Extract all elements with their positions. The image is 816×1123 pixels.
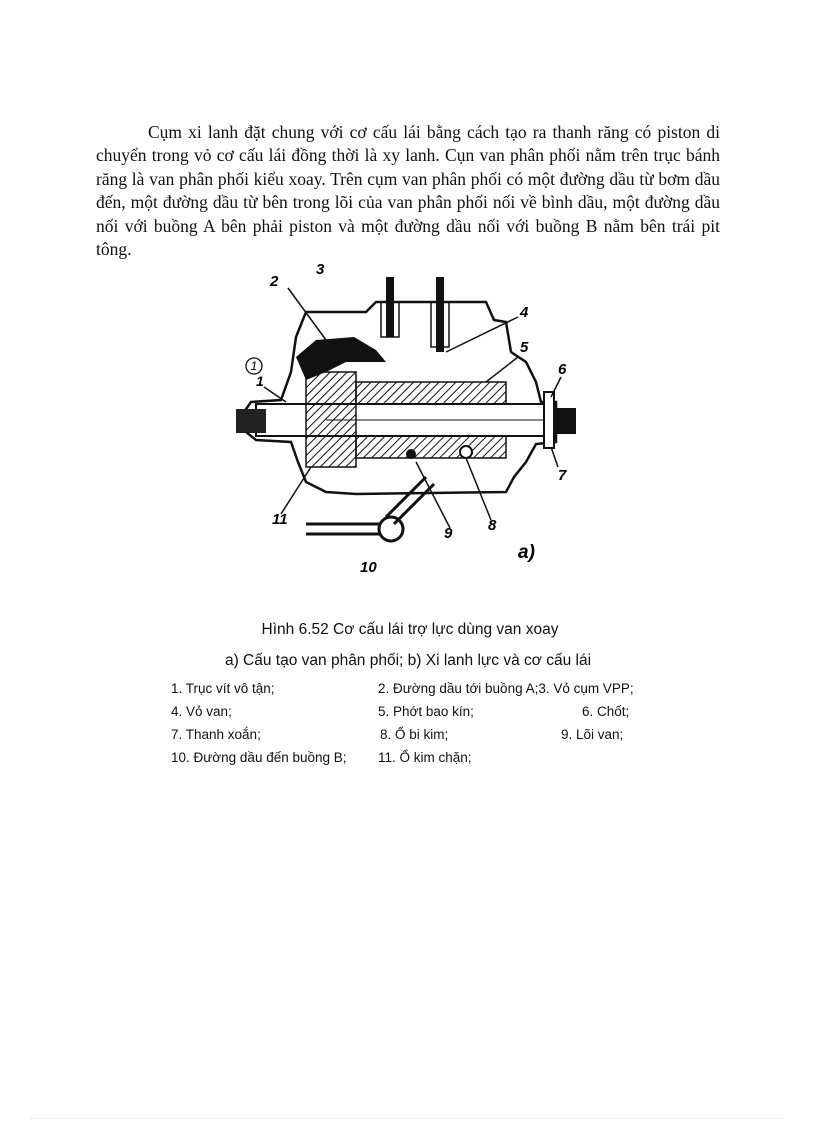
legend-row <box>171 727 691 750</box>
label-8: 8 <box>488 517 497 534</box>
label-1-circled: 1 <box>250 359 258 373</box>
legend-item-5: 5. Phớt bao kín; <box>378 704 474 719</box>
valve-drawing <box>236 262 576 582</box>
figure-legend <box>171 681 691 773</box>
legend-row <box>171 704 691 727</box>
label-3: 3 <box>316 262 325 278</box>
legend-item-2-3: 2. Đường dầu tới buồng A;3. Vỏ cụm VPP; <box>378 681 634 696</box>
legend-row <box>171 750 691 773</box>
legend-item-8: 8. Ổ bi kim; <box>380 727 449 742</box>
page-bottom-divider <box>30 1118 786 1119</box>
legend-item-9: 9. Lõi van; <box>561 727 624 742</box>
legend-item-6: 6. Chốt; <box>582 704 630 719</box>
label-9: 9 <box>444 525 453 542</box>
label-7: 7 <box>558 467 567 484</box>
valve-cross-section-figure <box>236 262 576 582</box>
legend-item-4: 4. Vỏ van; <box>171 704 232 719</box>
legend-row <box>171 681 691 704</box>
label-4: 4 <box>520 304 529 321</box>
subfigure-label-a: a) <box>518 542 535 563</box>
body-paragraph: Cụm xi lanh đặt chung với cơ cấu lái bằng cách tạo ra thanh răng có piston di chuyển trong vỏ cơ cấu lái đồng thời là xy lanh. Cụn van phân phối nằm trên trục bánh răng là van phân phối kiểu xoay. Trên cụm van phân phối có một đường dầu từ bơm dầu đến, một đường dầu từ bên trong lõi của van phân phối nối về bình dầu, một đường dầu nối với buồng A bên phải piston và một đường dầu nối với buồng B nằm bên trái pit tông. <box>96 121 720 259</box>
figure-caption-title: Hình 6.52 Cơ cấu lái trợ lực dùng van xoay <box>261 621 559 638</box>
label-2: 2 <box>270 273 279 290</box>
label-10: 10 <box>360 559 377 576</box>
legend-item-11: 11. Ổ kim chặn; <box>378 750 472 765</box>
legend-item-7: 7. Thanh xoắn; <box>171 727 261 742</box>
legend-item-10: 10. Đường dầu đến buồng B; <box>171 750 347 765</box>
label-5: 5 <box>520 339 529 356</box>
label-1: 1 <box>256 373 264 389</box>
figure-caption-subtitle: a) Cấu tạo van phân phối; b) Xi lanh lực và cơ cấu lái <box>224 652 592 669</box>
legend-item-1: 1. Trục vít vô tận; <box>171 681 275 696</box>
label-11: 11 <box>272 511 288 528</box>
label-6: 6 <box>558 361 567 378</box>
